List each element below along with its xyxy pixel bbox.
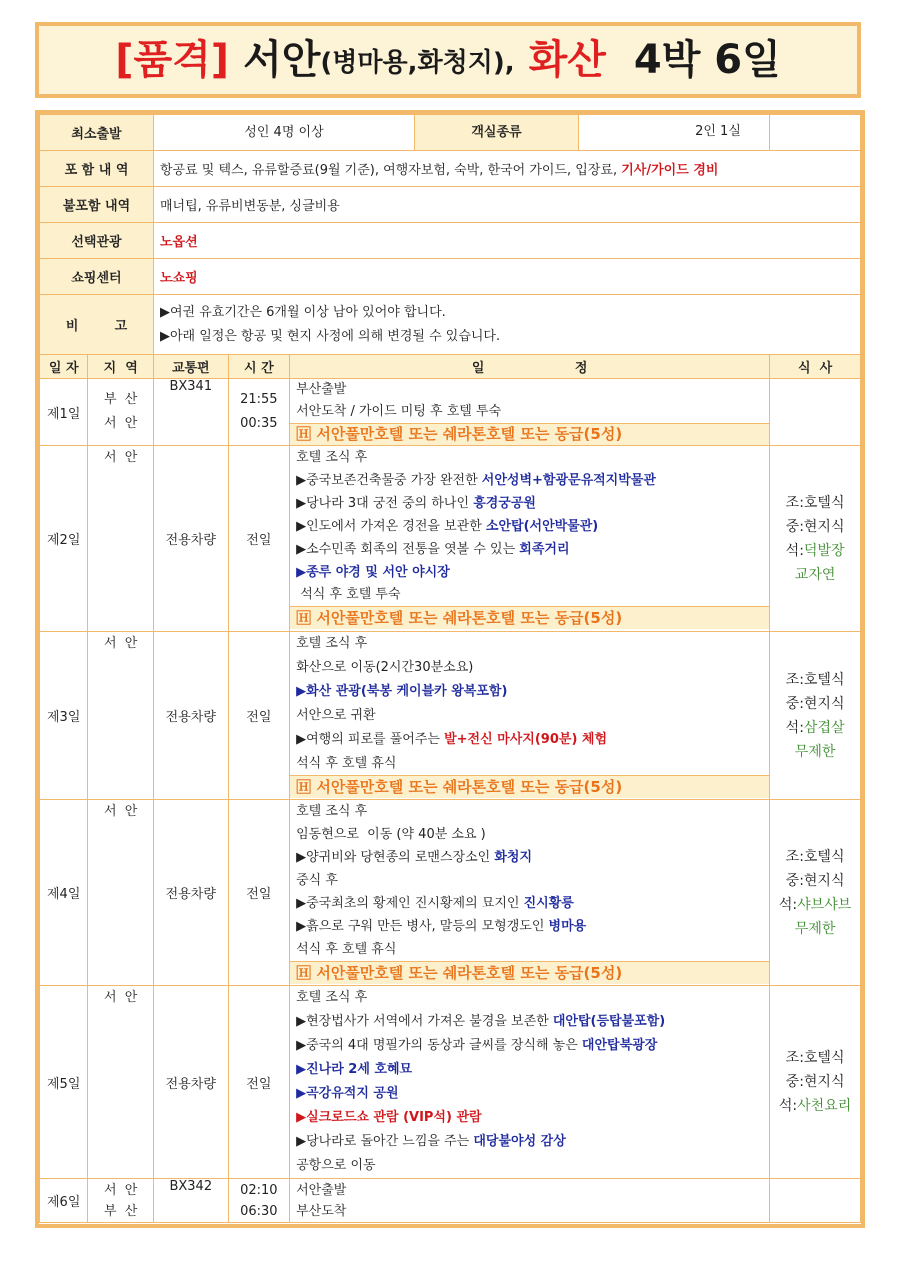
note-line-1: ▶여권 유효기간은 6개월 이상 남아 있어야 합니다. xyxy=(159,304,446,320)
schedule-line: ▶소수민족 회족의 전통을 엿볼 수 있는 회족거리 xyxy=(296,542,570,557)
transport: 전용차량 xyxy=(153,632,228,800)
transport: 전용차량 xyxy=(153,446,228,632)
header-region: 지 역 xyxy=(88,355,154,379)
transport: BX342 xyxy=(153,1179,228,1223)
optional-tour-label: 선택관광 xyxy=(40,223,154,259)
shopping-label: 쇼핑센터 xyxy=(40,259,154,295)
day-label: 제5일 xyxy=(40,986,88,1179)
included-label: 포 함 내 역 xyxy=(40,151,154,187)
time: 21:55 xyxy=(240,392,278,407)
region: 부 산 xyxy=(103,1203,138,1219)
transport: 전용차량 xyxy=(153,800,228,986)
title-city: 서안 xyxy=(243,37,321,83)
note-line-2: ▶아래 일정은 항공 및 현지 사정에 의해 변경될 수 있습니다. xyxy=(159,328,501,344)
region: 서 안 xyxy=(103,636,138,651)
title-duration: 4박 6일 xyxy=(633,37,781,83)
time: 06:30 xyxy=(240,1203,278,1219)
optional-tour-value: 노옵션 xyxy=(153,223,860,259)
day-label: 제4일 xyxy=(40,800,88,986)
schedule-line: ▶현장법사가 서역에서 가져온 불경을 보존한 대안탑(등탑불포함) xyxy=(296,1014,666,1029)
region: 서 안 xyxy=(103,1182,138,1198)
schedule-line: 호텔 조식 후 xyxy=(296,804,368,819)
header-schedule: 일 정 xyxy=(290,355,770,379)
room-type-value: 2인 1실 xyxy=(695,124,741,139)
included-red: 기사/가이드 경비 xyxy=(621,163,719,178)
header-time: 시 간 xyxy=(228,355,290,379)
hotel-line: 🄷 서안풀만호텔 또는 쉐라톤호텔 또는 동급(5성) xyxy=(290,775,769,798)
title-prefix: [품격] xyxy=(115,37,230,83)
room-type-label: 객실종류 xyxy=(415,115,579,150)
schedule-line: ▶흙으로 구워 만든 병사, 말등의 모형갱도인 병마용 xyxy=(296,919,587,934)
day-row xyxy=(40,800,861,986)
schedule-line: ▶중국보존건축물중 가장 완전한 서안성벽+함광문유적지박물관 xyxy=(296,473,656,488)
schedule-line: 석식 후 호텔 휴식 xyxy=(296,756,397,771)
schedule-line: 중식 후 xyxy=(296,873,338,888)
schedule-line: 공항으로 이동 xyxy=(296,1158,376,1173)
min-departure-label: 최소출발 xyxy=(40,115,154,151)
schedule-line: 임동현으로 이동 (약 40분 소요 ) xyxy=(296,827,486,842)
region: 서 안 xyxy=(103,450,138,465)
transport: 전용차량 xyxy=(153,986,228,1179)
schedule-line: ▶종루 야경 및 서안 야시장 xyxy=(296,565,450,580)
schedule-line: ▶화산 관광(북봉 케이블카 왕복포함) xyxy=(296,684,508,699)
schedule-line: 호텔 조식 후 xyxy=(296,450,368,465)
excluded-label: 불포함 내역 xyxy=(40,187,154,223)
day-row xyxy=(40,446,861,632)
region: 부 산 xyxy=(103,392,138,407)
schedule-line: ▶중국최초의 황제인 진시황제의 묘지인 진시황릉 xyxy=(296,896,574,911)
region: 서 안 xyxy=(103,416,138,431)
time: 전일 xyxy=(228,986,290,1179)
region: 서 안 xyxy=(103,990,138,1005)
day-label: 제2일 xyxy=(40,446,88,632)
header-transport: 교통편 xyxy=(153,355,228,379)
day-row xyxy=(40,379,861,446)
schedule-line: ▶여행의 피로를 풀어주는 발+전신 마사지(90분) 체험 xyxy=(296,732,608,747)
schedule-line: ▶곡강유적지 공원 xyxy=(296,1086,399,1101)
schedule-line: ▶양귀비와 당현종의 로맨스장소인 화청지 xyxy=(296,850,533,865)
meal-cell: 조:호텔식 중:현지식 석:덕발장 교자연 xyxy=(770,446,861,632)
time: 전일 xyxy=(228,446,290,632)
time: 02:10 xyxy=(240,1182,278,1198)
day-label: 제3일 xyxy=(40,632,88,800)
included-value: 항공료 및 텍스, 유류할증료(9월 기준), 여행자보험, 숙박, 한국어 가이드, 입장료, xyxy=(159,163,622,178)
hotel-line: 🄷 서안풀만호텔 또는 쉐라톤호텔 또는 동급(5성) xyxy=(290,606,769,629)
day-row xyxy=(40,632,861,800)
itinerary-table xyxy=(39,114,861,1223)
min-departure-value: 성인 4명 이상 xyxy=(154,115,415,150)
schedule-line: ▶실크로드쇼 관람 (VIP석) 관람 xyxy=(296,1110,482,1125)
day-label: 제1일 xyxy=(40,379,88,446)
header-day: 일 자 xyxy=(40,355,88,379)
schedule-line: ▶인도에서 가져온 경전을 보관한 소안탑(서안박물관) xyxy=(296,519,599,534)
time: 전일 xyxy=(228,800,290,986)
title-city2: 화산 xyxy=(528,37,606,83)
schedule-line: 부산출발 xyxy=(296,382,347,397)
meal-cell: 조:호텔식 중:현지식 석:사천요리 xyxy=(770,986,861,1179)
shopping-value: 노쇼핑 xyxy=(153,259,860,295)
day-row xyxy=(40,1179,861,1223)
meal-cell: 조:호텔식 중:현지식 석:삼겹살 무제한 xyxy=(770,632,861,800)
schedule-line: 호텔 조식 후 xyxy=(296,636,368,651)
schedule-line: 서안출발 xyxy=(296,1182,347,1198)
transport: BX341 xyxy=(153,379,228,446)
schedule-line: 석식 후 호텔 투숙 xyxy=(296,587,401,602)
schedule-line: ▶진나라 2세 호혜묘 xyxy=(296,1062,413,1077)
schedule-line: 서안도착 / 가이드 미팅 후 호텔 투숙 xyxy=(296,404,502,419)
excluded-value: 매너팁, 유류비변동분, 싱글비용 xyxy=(153,187,860,223)
schedule-line: ▶중국의 4대 명필가의 동상과 글씨를 장식해 놓은 대안탑북광장 xyxy=(296,1038,658,1053)
day-row xyxy=(40,986,861,1179)
time: 전일 xyxy=(228,632,290,800)
hotel-line: 🄷 서안풀만호텔 또는 쉐라톤호텔 또는 동급(5성) xyxy=(290,423,769,445)
page-title xyxy=(35,22,861,98)
day-label: 제6일 xyxy=(40,1179,88,1223)
schedule-line: 서안으로 귀환 xyxy=(296,708,376,723)
meal-cell: 조:호텔식 중:현지식 석:샤브샤브 무제한 xyxy=(770,800,861,986)
header-meal: 식 사 xyxy=(770,355,861,379)
schedule-header xyxy=(40,355,861,379)
schedule-line: ▶당나라로 돌아간 느낌을 주는 대당불야성 감상 xyxy=(296,1134,566,1149)
schedule-line: 석식 후 호텔 휴식 xyxy=(296,942,397,957)
itinerary-frame xyxy=(35,110,865,1228)
schedule-line: ▶당나라 3대 궁전 중의 하나인 흥경궁공원 xyxy=(296,496,536,511)
schedule-line: 부산도착 xyxy=(296,1203,347,1219)
region: 서 안 xyxy=(103,804,138,819)
time: 00:35 xyxy=(240,416,278,431)
title-sub: (병마용,화청지), xyxy=(320,47,515,78)
note-label: 비 고 xyxy=(40,295,154,355)
schedule-line: 호텔 조식 후 xyxy=(296,990,368,1005)
hotel-line: 🄷 서안풀만호텔 또는 쉐라톤호텔 또는 동급(5성) xyxy=(290,961,769,984)
schedule-line: 화산으로 이동(2시간30분소요) xyxy=(296,660,474,675)
